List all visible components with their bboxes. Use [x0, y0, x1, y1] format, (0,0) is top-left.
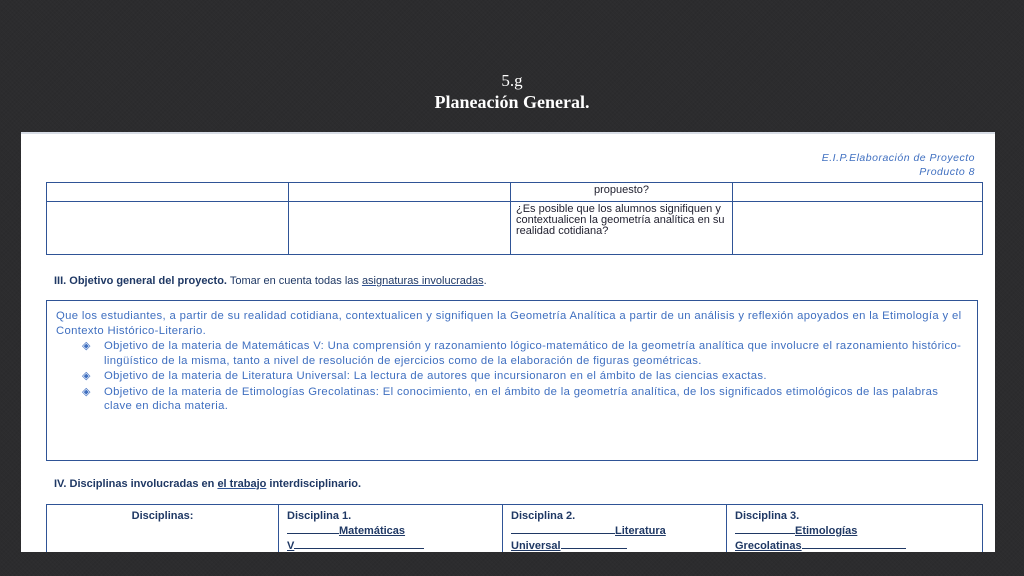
discipline-3-cell: [727, 505, 983, 553]
section-3-text: Tomar en cuenta todas las: [227, 275, 362, 287]
blank-line: [287, 523, 339, 534]
table-row: [47, 183, 983, 202]
table-cell: ¿Es posible que los alumnos signifiquen y contextualicen la geometría analítica en su realidad cotidiana?: [511, 202, 733, 255]
list-item: [56, 385, 969, 414]
blank-line: [511, 523, 615, 534]
section-4-heading: [54, 478, 361, 490]
table-cell: [733, 202, 983, 255]
disciplines-table: [46, 504, 983, 552]
blank-line: [802, 538, 906, 549]
objectives-box: [46, 300, 978, 461]
slide-number: 5.g: [501, 71, 523, 90]
section-4-title-end: interdisciplinario.: [266, 478, 362, 490]
discipline-2-title: Disciplina 2.: [511, 510, 576, 522]
discipline-2-cell: [503, 505, 727, 553]
section-4-underlined: el trabajo: [217, 478, 267, 490]
diamond-bullet-icon: ◈: [82, 340, 91, 352]
discipline-2-name: Literatura: [615, 525, 666, 537]
page-top-border: [21, 132, 995, 134]
objective-literature: Objetivo de la materia de Literatura Universal: La lectura de autores que incursionaron en el ámbito de las ciencias exactas.: [104, 370, 767, 382]
blank-line: [294, 538, 424, 549]
table-cell: [47, 183, 289, 202]
table-row: [47, 505, 983, 553]
list-item: [56, 369, 969, 384]
table-cell: [733, 183, 983, 202]
diamond-bullet-icon: ◈: [82, 385, 91, 398]
header-product-line: Producto 8: [919, 166, 975, 178]
blank-line: [561, 538, 627, 549]
discipline-3-title: Disciplina 3.: [735, 510, 800, 522]
objective-math: Objetivo de la materia de Matemáticas V: Una comprensión y razonamiento lógico-matemático de la geometría analítica que involucre el razonamiento histórico-lingüístico de la misma, tanto a nivel de resolución de ejercicios como de la elaboración de figuras geométricas.: [104, 340, 962, 367]
list-item: [56, 339, 969, 368]
discipline-3-name: Etimologías: [795, 525, 858, 537]
document-page: [21, 132, 995, 552]
discipline-1-level: V: [287, 540, 295, 552]
objective-etymology: Objetivo de la materia de Etimologías Grecolatinas: El conocimiento, en el ámbito de la geometría analítica, de los significados etimológicos de las palabras clave en dicha materia.: [104, 385, 939, 412]
header-project-line: E.I.P.Elaboración de Proyecto: [821, 152, 975, 164]
slide-title: [0, 70, 1024, 113]
general-objective: Que los estudiantes, a partir de su realidad cotidiana, contextualicen y signifiquen la Geometría Analítica a partir de un análisis y reflexión apoyados en la Etimología y el Contexto Histórico-Literario.: [56, 310, 962, 337]
section-3-title: III. Objetivo general del proyecto.: [54, 275, 227, 287]
discipline-1-name: Matemáticas: [339, 525, 406, 537]
disciplines-header-cell: [47, 505, 279, 553]
discipline-1-title: Disciplina 1.: [287, 510, 352, 522]
discipline-2-name-end: Universal: [511, 540, 561, 552]
section-3-heading: [54, 275, 487, 287]
table-cell: [289, 202, 511, 255]
diamond-bullet-icon: ◈: [82, 370, 91, 382]
section-3-period: .: [483, 275, 487, 287]
table-cell: [289, 183, 511, 202]
table-row: [47, 202, 983, 255]
section-3-underlined: asignaturas involucradas: [361, 275, 484, 287]
section-4-title: IV. Disciplinas involucradas en: [54, 478, 218, 490]
discipline-1-cell: [279, 505, 503, 553]
table-cell: propuesto?: [511, 183, 733, 202]
blank-line: [735, 523, 795, 534]
document-header: [822, 151, 975, 179]
planning-table: [46, 182, 983, 255]
disciplines-label: Disciplinas:: [131, 510, 194, 522]
table-cell: [47, 202, 289, 255]
slide-heading: Planeación General.: [434, 92, 590, 112]
discipline-3-name-end: Grecolatinas: [735, 540, 802, 552]
